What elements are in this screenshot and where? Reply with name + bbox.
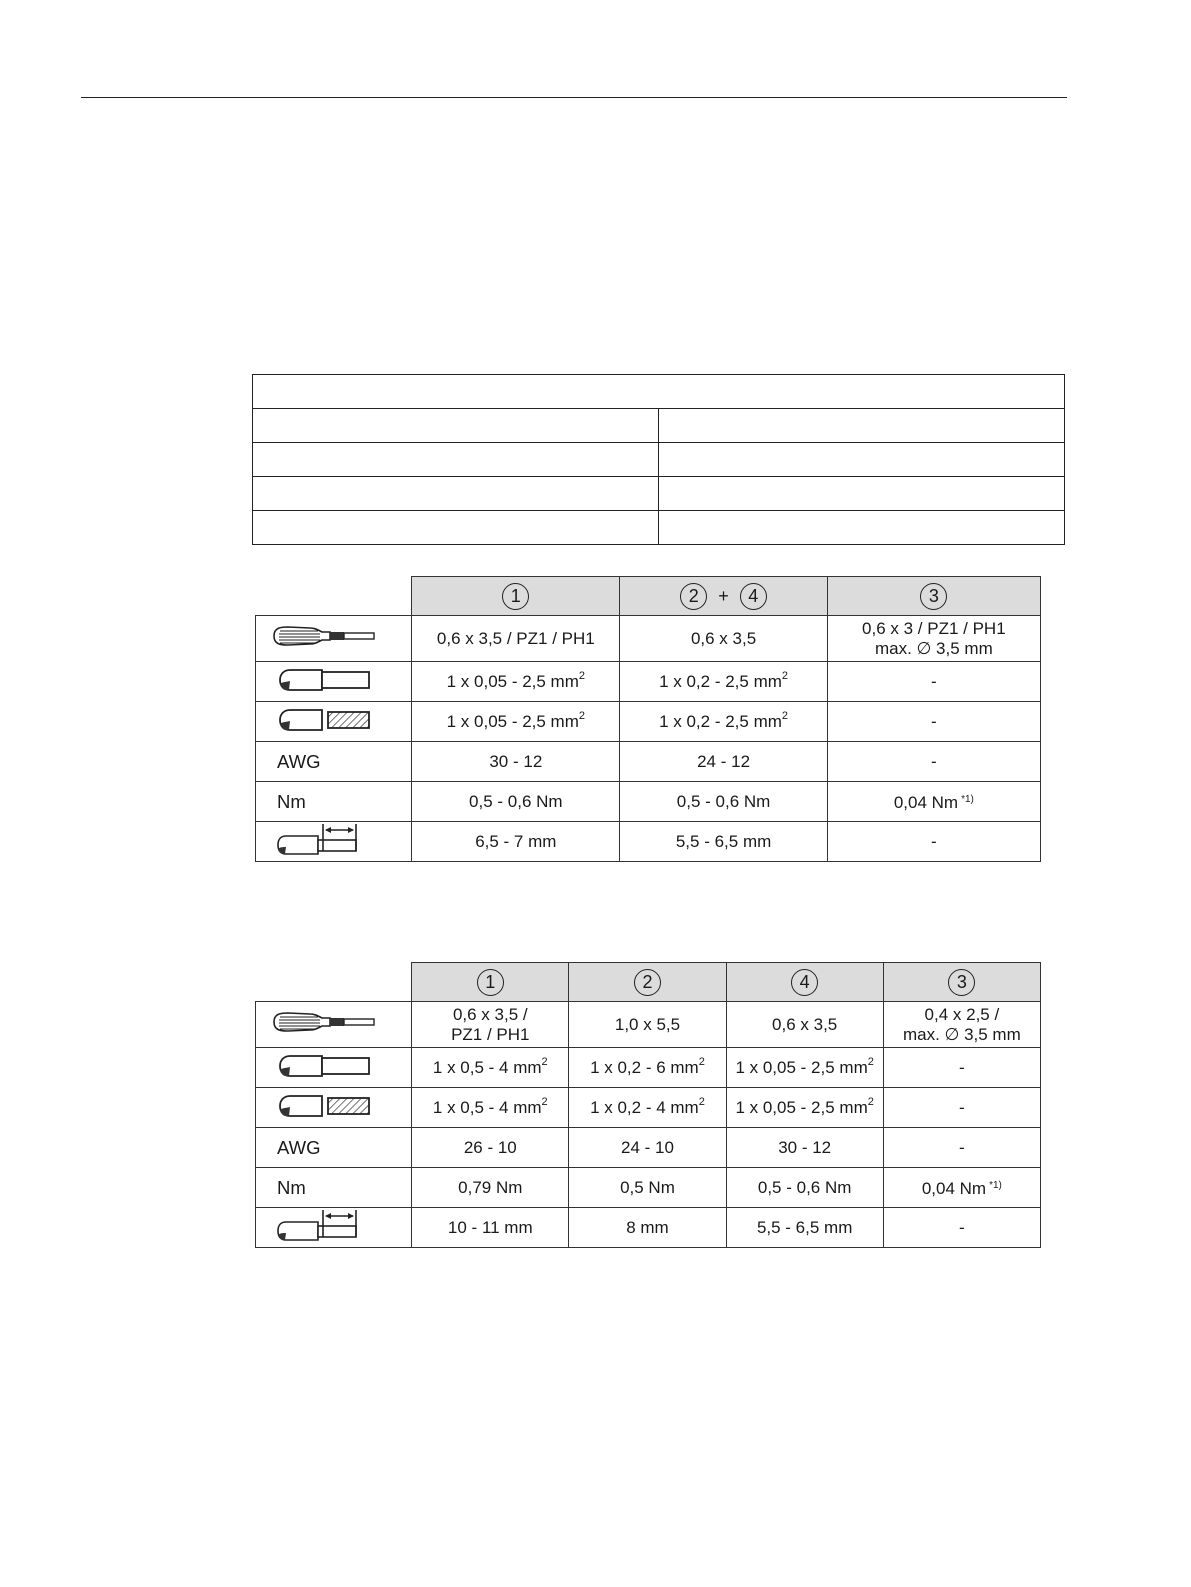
footnote-marker: *1)	[961, 794, 974, 805]
row-label-cell	[256, 1128, 412, 1168]
value-text: 0,6 x 3,5 / PZ1 / PH1	[436, 628, 595, 648]
value-text: PZ1 / PH1	[451, 1024, 530, 1044]
spec-table-cell	[659, 511, 1065, 545]
value-text: 24 - 12	[697, 751, 751, 771]
value-cell	[412, 1088, 569, 1128]
value-text: 0,4 x 2,5 /	[924, 1004, 1000, 1024]
screwdriver-icon	[270, 621, 380, 656]
value-cell	[620, 702, 827, 742]
value-cell	[620, 742, 827, 782]
spec-table-cell	[659, 443, 1065, 477]
value-text: 0,79 Nm	[458, 1177, 523, 1197]
value-text: 1 x 0,05 - 2,5 mm	[735, 1057, 868, 1077]
value-cell	[726, 1208, 883, 1248]
plus-sign: +	[718, 586, 729, 606]
spec-table-cell	[253, 477, 659, 511]
table-row	[256, 702, 1041, 742]
unit-superscript: 2	[867, 1055, 874, 1068]
value-text: 1,0 x 5,5	[614, 1014, 681, 1034]
table-row	[256, 1048, 1041, 1088]
value-text: -	[931, 711, 937, 731]
value-text: 0,04 Nm	[893, 793, 959, 812]
unit-superscript: 2	[781, 669, 789, 682]
value-cell	[827, 822, 1040, 862]
table-row	[256, 616, 1041, 662]
value-text: 1 x 0,2 - 4 mm	[590, 1097, 699, 1117]
value-text: max. ∅ 3,5 mm	[902, 1024, 1021, 1044]
row-label: AWG	[277, 750, 321, 772]
value-text: 1 x 0,2 - 6 mm	[590, 1057, 699, 1077]
value-cell	[620, 822, 827, 862]
header-corner	[256, 577, 412, 616]
terminal-number-badge: 1	[477, 969, 504, 996]
value-text: 1 x 0,5 - 4 mm	[432, 1057, 542, 1077]
unit-superscript: 2	[541, 1055, 548, 1068]
row-icon-cell	[256, 1088, 412, 1128]
value-text: 0,5 Nm	[620, 1177, 675, 1197]
table-row	[256, 662, 1041, 702]
spec-table-cell	[659, 477, 1065, 511]
column-header	[569, 963, 726, 1002]
terminal-number-badge: 3	[948, 969, 975, 996]
unit-superscript: 2	[781, 709, 789, 722]
unit-superscript: 2	[867, 1095, 874, 1108]
value-text: max. ∅ 3,5 mm	[874, 638, 993, 658]
spec-table-empty	[252, 374, 1065, 545]
table-row	[256, 742, 1041, 782]
screwdriver-icon	[270, 1007, 380, 1042]
value-cell	[412, 616, 620, 662]
spec-table-cell	[253, 409, 659, 443]
unit-superscript: 2	[698, 1095, 705, 1108]
row-icon-cell	[256, 662, 412, 702]
row-icon-cell	[256, 822, 412, 862]
column-header	[412, 963, 569, 1002]
spec-table-cell	[253, 511, 659, 545]
value-text: 0,6 x 3,5 /	[452, 1004, 528, 1024]
row-label: Nm	[277, 790, 306, 812]
value-cell	[883, 1168, 1040, 1208]
value-text: 30 - 12	[778, 1137, 832, 1157]
value-cell	[883, 1128, 1040, 1168]
table-row	[256, 822, 1041, 862]
column-header	[827, 577, 1040, 616]
value-cell	[726, 1168, 883, 1208]
unit-superscript: 2	[541, 1095, 548, 1108]
value-cell	[569, 1208, 726, 1248]
table-row	[256, 1128, 1041, 1168]
value-cell	[883, 1088, 1040, 1128]
value-text: 5,5 - 6,5 mm	[675, 831, 772, 851]
value-text: 5,5 - 6,5 mm	[756, 1217, 853, 1237]
value-cell	[620, 616, 827, 662]
column-header	[412, 577, 620, 616]
value-cell	[412, 782, 620, 822]
flexible-conductor-icon	[270, 704, 380, 739]
value-cell	[569, 1048, 726, 1088]
column-header	[620, 577, 827, 616]
terminal-spec-table-2	[255, 962, 1041, 1248]
value-cell	[883, 1208, 1040, 1248]
value-cell	[726, 1128, 883, 1168]
row-icon-cell	[256, 616, 412, 662]
value-text: 6,5 - 7 mm	[475, 831, 557, 851]
value-text: -	[931, 831, 937, 851]
value-cell	[412, 742, 620, 782]
value-text: 30 - 12	[489, 751, 543, 771]
table-row	[256, 1208, 1041, 1248]
row-label: Nm	[277, 1176, 306, 1198]
value-cell	[883, 1002, 1040, 1048]
value-cell	[726, 1002, 883, 1048]
value-text: 0,5 - 0,6 Nm	[469, 791, 563, 811]
value-text: 24 - 10	[621, 1137, 674, 1157]
table-row	[256, 782, 1041, 822]
unit-superscript: 2	[698, 1055, 705, 1068]
value-text: -	[931, 671, 937, 691]
value-cell	[827, 742, 1040, 782]
value-text: 1 x 0,05 - 2,5 mm	[735, 1097, 868, 1117]
value-cell	[569, 1002, 726, 1048]
value-text: -	[959, 1217, 965, 1237]
value-cell	[412, 1048, 569, 1088]
value-cell	[827, 782, 1040, 822]
row-label-cell	[256, 782, 412, 822]
footnote-marker: *1)	[989, 1180, 1002, 1191]
row-icon-cell	[256, 702, 412, 742]
table-row	[256, 1168, 1041, 1208]
terminal-number-badge: 2	[634, 969, 661, 996]
header-corner	[256, 963, 412, 1002]
value-text: 10 - 11 mm	[447, 1217, 533, 1237]
value-text: 8 mm	[626, 1217, 669, 1237]
rigid-conductor-icon	[270, 664, 380, 699]
value-cell	[726, 1088, 883, 1128]
value-text: -	[959, 1057, 965, 1077]
terminal-number-badge: 3	[920, 583, 947, 610]
value-cell	[412, 1128, 569, 1168]
value-cell	[412, 702, 620, 742]
value-text: -	[959, 1097, 965, 1117]
value-cell	[412, 1002, 569, 1048]
column-header	[726, 963, 883, 1002]
value-text: 1 x 0,5 - 4 mm	[432, 1097, 542, 1117]
strip-length-icon	[270, 1208, 380, 1247]
value-cell	[827, 662, 1040, 702]
value-cell	[883, 1048, 1040, 1088]
column-header	[883, 963, 1040, 1002]
value-text: 0,6 x 3,5	[772, 1014, 838, 1034]
row-label-cell	[256, 1168, 412, 1208]
header-rule	[81, 97, 1067, 98]
value-cell	[827, 616, 1040, 662]
value-cell	[569, 1128, 726, 1168]
value-cell	[620, 782, 827, 822]
value-cell	[620, 662, 827, 702]
value-text: 1 x 0,05 - 2,5 mm	[446, 671, 579, 691]
value-cell	[412, 1168, 569, 1208]
value-text: 0,04 Nm	[921, 1179, 987, 1198]
flexible-conductor-icon	[270, 1090, 380, 1125]
terminal-number-badge: 4	[740, 583, 767, 610]
value-cell	[412, 662, 620, 702]
table-row	[256, 1002, 1041, 1048]
row-label-cell	[256, 742, 412, 782]
spec-table-cell	[253, 443, 659, 477]
row-icon-cell	[256, 1002, 412, 1048]
spec-table-cell	[659, 409, 1065, 443]
value-text: 1 x 0,2 - 2,5 mm	[659, 711, 782, 731]
value-text: 1 x 0,2 - 2,5 mm	[659, 671, 782, 691]
spec-table-title-cell	[253, 375, 1065, 409]
value-text: 26 - 10	[463, 1137, 517, 1157]
value-cell	[827, 702, 1040, 742]
rigid-conductor-icon	[270, 1050, 380, 1085]
value-text: 0,6 x 3,5	[690, 628, 757, 648]
value-cell	[569, 1168, 726, 1208]
value-cell	[412, 822, 620, 862]
value-cell	[726, 1048, 883, 1088]
value-text: 0,5 - 0,6 Nm	[757, 1177, 852, 1197]
unit-superscript: 2	[578, 709, 586, 722]
value-text: 0,5 - 0,6 Nm	[676, 791, 771, 811]
row-icon-cell	[256, 1048, 412, 1088]
terminal-number-badge: 1	[502, 583, 529, 610]
terminal-spec-table-1	[255, 576, 1041, 862]
table-row	[256, 1088, 1041, 1128]
value-text: -	[959, 1137, 965, 1157]
value-text: 1 x 0,05 - 2,5 mm	[446, 711, 579, 731]
terminal-number-badge: 4	[791, 969, 818, 996]
row-label: AWG	[277, 1136, 321, 1158]
terminal-number-badge: 2	[680, 583, 707, 610]
unit-superscript: 2	[578, 669, 586, 682]
value-text: 0,6 x 3 / PZ1 / PH1	[862, 618, 1006, 638]
value-text: -	[931, 751, 937, 771]
value-cell	[412, 1208, 569, 1248]
strip-length-icon	[270, 822, 380, 861]
row-icon-cell	[256, 1208, 412, 1248]
value-cell	[569, 1088, 726, 1128]
